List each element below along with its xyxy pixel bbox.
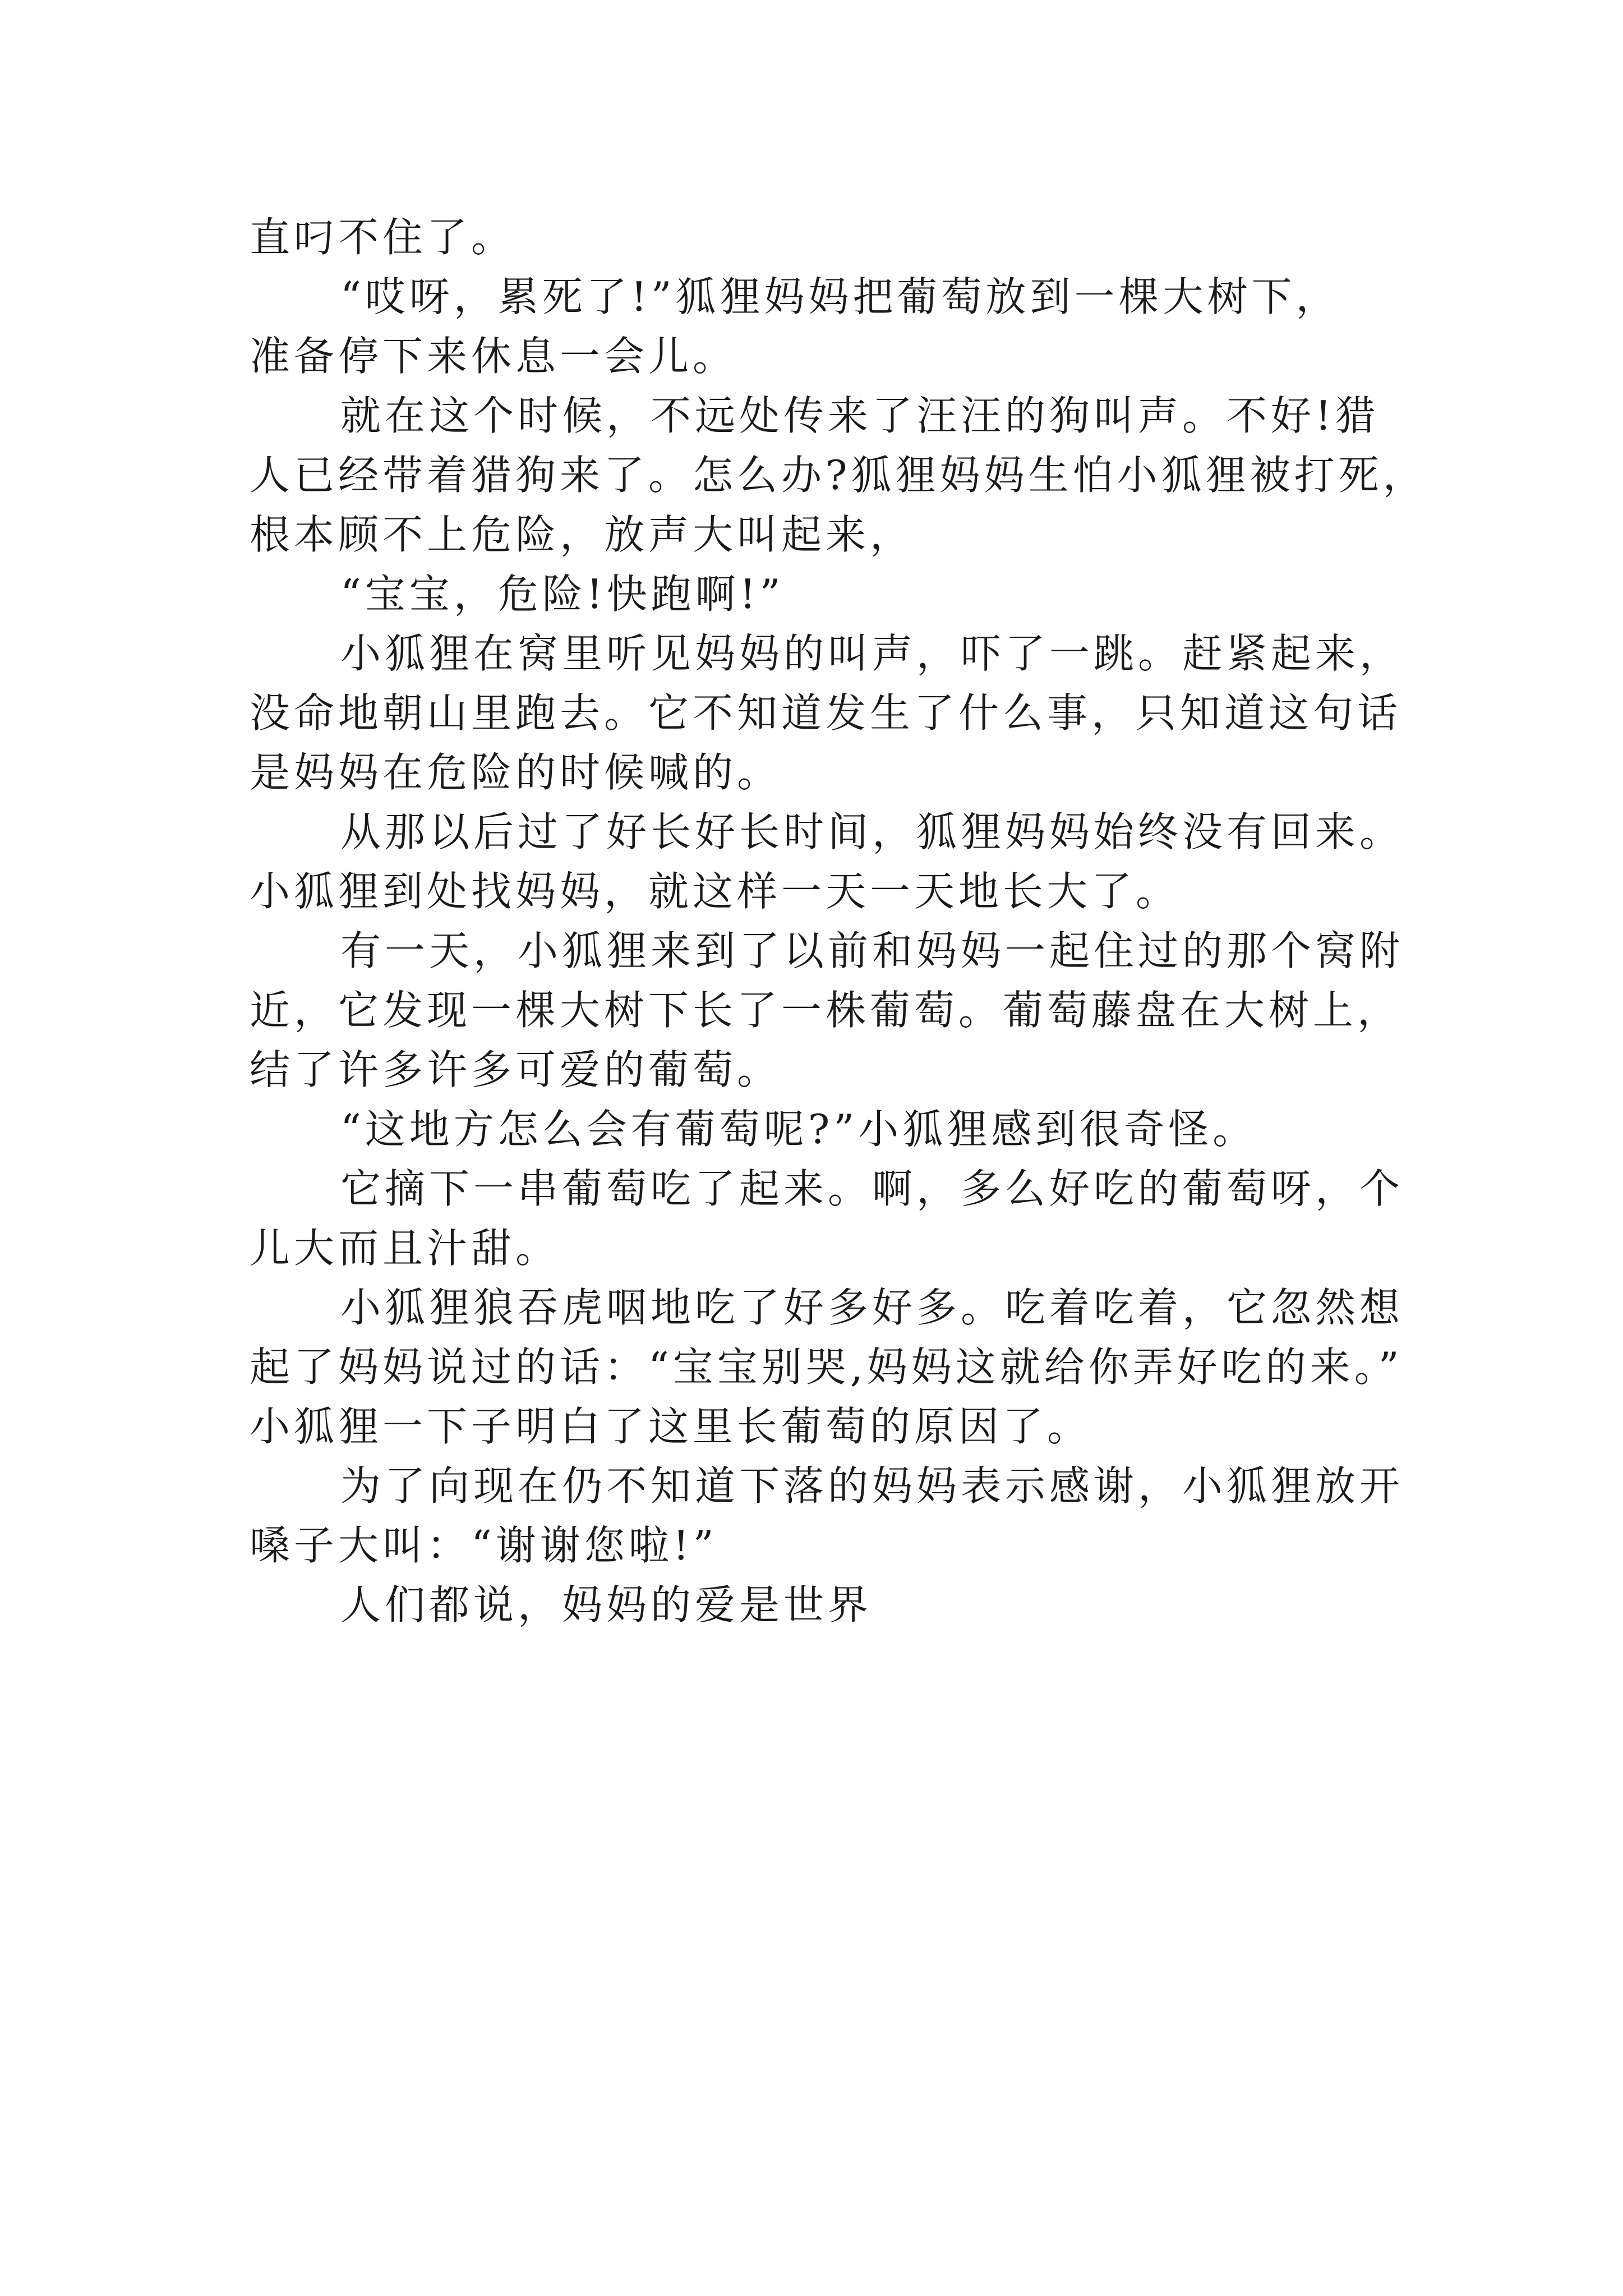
text-line: 有一天，小狐狸来到了以前和妈妈一起住过的那个窝附: [340, 927, 1404, 974]
text-line: 从那以后过了好长好长时间，狐狸妈妈始终没有回来。: [340, 808, 1404, 855]
text-line: 小狐狸一下子明白了这里长葡萄的原因了。: [250, 1403, 1092, 1450]
text-line: “哎呀，累死了!”狐狸妈妈把葡萄放到一棵大树下，: [340, 273, 1340, 320]
text-line: 小狐狸狼吞虎咽地吃了好多好多。吃着吃着，它忽然想: [340, 1284, 1404, 1331]
text-line: 就在这个时候，不远处传来了汪汪的狗叫声。不好!猎: [340, 392, 1380, 439]
text-line: 小狐狸到处找妈妈，就这样一天一天地长大了。: [250, 868, 1181, 915]
text-line: 没命地朝山里跑去。它不知道发生了什么事，只知道这句话: [250, 689, 1402, 737]
text-line: “宝宝，危险!快跑啊!”: [340, 570, 785, 618]
text-line: “这地方怎么会有葡萄呢?”小狐狸感到很奇怪。: [340, 1106, 1257, 1153]
text-line: 准备停下来休息一会儿。: [250, 333, 737, 380]
text-line: 结了许多许多可爱的葡萄。: [250, 1046, 782, 1093]
text-line: 嗓子大叫：“谢谢您啦!”: [250, 1522, 718, 1569]
text-line: 根本顾不上危险，放声大叫起来，: [250, 511, 915, 558]
text-line: 它摘下一串葡萄吃了起来。啊，多么好吃的葡萄呀，个: [340, 1165, 1404, 1212]
text-line: 为了向现在仍不知道下落的妈妈表示感谢，小狐狸放开: [340, 1462, 1404, 1510]
story-text: [250, 208, 1427, 1635]
text-line: 直叼不住了。: [250, 214, 516, 261]
text-line: 起了妈妈说过的话：“宝宝别哭,妈妈这就给你弄好吃的来。”: [250, 1343, 1403, 1391]
text-line: 是妈妈在危险的时候喊的。: [250, 749, 782, 796]
text-line: 小狐狸在窝里听见妈妈的叫声，吓了一跳。赶紧起来，: [340, 630, 1404, 677]
text-line: 人们都说，妈妈的爱是世界: [340, 1581, 873, 1628]
text-line: 儿大而且汁甜。: [250, 1225, 560, 1272]
text-line: 近，它发现一棵大树下长了一株葡萄。葡萄藤盘在大树上，: [250, 987, 1402, 1034]
text-line: 人已经带着猎狗来了。怎么办?狐狸妈妈生怕小狐狸被打死，: [250, 452, 1427, 499]
